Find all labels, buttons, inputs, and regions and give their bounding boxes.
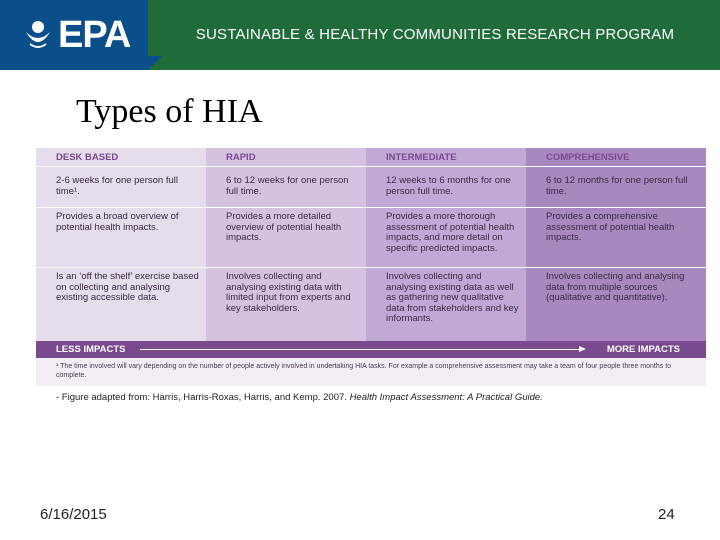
row-divider bbox=[36, 267, 206, 268]
epa-logo[interactable] bbox=[0, 0, 148, 70]
table-cell: 2-6 weeks for one person full time¹. bbox=[56, 175, 178, 197]
epa-flower-icon bbox=[22, 18, 54, 52]
slide-date: 6/16/2015 bbox=[40, 506, 107, 523]
column-header: INTERMEDIATE bbox=[366, 148, 526, 167]
table-cell: Involves collecting and analysing existing data as well as gathering new qualitative data from stakeholders and key informants. bbox=[386, 271, 519, 324]
column-intermediate bbox=[366, 148, 526, 341]
page-number: 24 bbox=[658, 506, 675, 523]
table-cell: Provides a broad overview of potential health impacts. bbox=[56, 211, 179, 233]
table-cell: 12 weeks to 6 months for one person full time. bbox=[386, 175, 511, 197]
table-cell: Is an ‘off the shelf’ exercise based on collecting and analysing existing accessible data. bbox=[56, 271, 199, 303]
hia-types-figure bbox=[36, 148, 706, 386]
column-rapid bbox=[206, 148, 366, 341]
column-header: COMPREHENSIVE bbox=[526, 148, 706, 167]
table-cell: Provides a more thorough assessment of potential health impacts, and more detail on specific predicted impacts. bbox=[386, 211, 515, 254]
less-impacts-label: LESS IMPACTS bbox=[56, 344, 126, 355]
caption-text: - Figure adapted from: Harris, Harris-Roxas, Harris, and Kemp. 2007. bbox=[56, 392, 350, 403]
column-desk-based bbox=[36, 148, 206, 341]
slide-title: Types of HIA bbox=[76, 93, 263, 130]
table-cell: 6 to 12 weeks for one person full time. bbox=[226, 175, 349, 197]
table-cell: Provides a more detailed overview of potential health impacts. bbox=[226, 211, 342, 243]
table-cell: Involves collecting and analysing existing data with limited input from experts and key stakeholders. bbox=[226, 271, 351, 314]
impact-bar bbox=[36, 341, 706, 358]
more-impacts-label: MORE IMPACTS bbox=[606, 344, 680, 355]
column-comprehensive bbox=[526, 148, 706, 341]
caption-book-title: Health Impact Assessment: A Practical Guide. bbox=[349, 392, 543, 403]
column-header: RAPID bbox=[206, 148, 366, 167]
row-divider bbox=[36, 207, 206, 208]
table-cell: 6 to 12 months for one person full time. bbox=[546, 175, 688, 197]
row-divider bbox=[366, 207, 526, 208]
table-cell: Provides a comprehensive assessment of potential health impacts. bbox=[546, 211, 675, 243]
row-divider bbox=[366, 267, 526, 268]
table-cell: Involves collecting and analysing data from multiple sources (qualitative and quantitative). bbox=[546, 271, 685, 303]
program-title: SUSTAINABLE & HEALTHY COMMUNITIES RESEARCH PROGRAM bbox=[195, 26, 675, 43]
column-header: DESK BASED bbox=[36, 148, 206, 167]
row-divider bbox=[526, 207, 706, 208]
header-bar bbox=[0, 0, 720, 70]
row-divider bbox=[206, 267, 366, 268]
row-divider bbox=[206, 207, 366, 208]
row-divider bbox=[526, 267, 706, 268]
logo-text: EPA bbox=[58, 14, 131, 56]
impact-arrow-icon bbox=[140, 349, 580, 350]
table-footnote: ¹ The time involved will vary depending on the number of people actively involved in undertaking HIA tasks. For example a comprehensive assessment may take a team of four people three months to complete. bbox=[56, 363, 672, 379]
figure-caption bbox=[56, 392, 543, 403]
